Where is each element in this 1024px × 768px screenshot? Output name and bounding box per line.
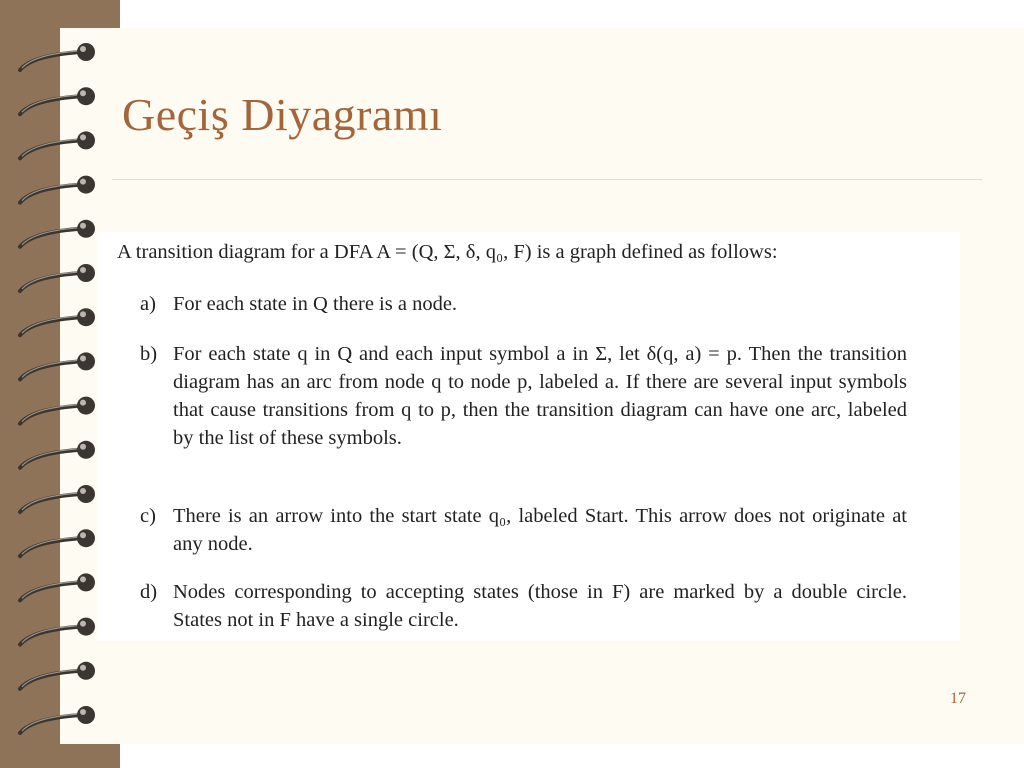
- binding-ring-icon: [20, 618, 95, 645]
- page-number: 17: [950, 690, 966, 707]
- list-item-text: For each state q in Q and each input symbol a in Σ, let δ(q, a) = p. Then the transition diagram has an arc from node q to node p, labeled a. If there are several input symbols that cause transitions from q to p, then the transition diagram can have one arc, labeled by the list of these symbols.: [173, 343, 907, 449]
- binding-ring-icon: [20, 397, 95, 424]
- binding-ring-icon: [20, 176, 95, 203]
- binding-ring-icon: [20, 131, 95, 158]
- list-item-text: Nodes corresponding to accepting states (those in F) are marked by a double circle. States not in F have a single circle.: [173, 581, 907, 631]
- binding-ring-icon: [20, 87, 95, 114]
- binding-ring-icon: [20, 573, 95, 600]
- binding-ring-icon: [20, 308, 95, 335]
- binding-ring-icon: [20, 441, 95, 468]
- title-divider: [112, 179, 982, 180]
- list-item-label: b): [140, 343, 158, 365]
- list-item-text: There is an arrow into the start state q₀, labeled Start. This arrow does not originate at any node.: [173, 505, 907, 555]
- list-item-text: For each state in Q there is a node.: [173, 293, 458, 315]
- list-item-label: c): [140, 505, 156, 527]
- list-item-label: a): [140, 293, 156, 315]
- definition-intro: A transition diagram for a DFA A = (Q, Σ, δ, q₀, F) is a graph defined as follows:: [117, 241, 778, 263]
- definition-box: [97, 232, 960, 641]
- binding-ring-icon: [20, 662, 95, 689]
- binding-ring-icon: [20, 529, 95, 556]
- binding-ring-icon: [20, 352, 95, 379]
- binding-ring-icon: [20, 43, 95, 70]
- slide-title: Geçiş Diyagramı: [122, 89, 443, 140]
- binding-ring-icon: [20, 264, 95, 291]
- list-item-label: d): [140, 581, 158, 603]
- binding-ring-icon: [20, 220, 95, 247]
- binding-ring-icon: [20, 706, 95, 733]
- binding-ring-icon: [20, 485, 95, 512]
